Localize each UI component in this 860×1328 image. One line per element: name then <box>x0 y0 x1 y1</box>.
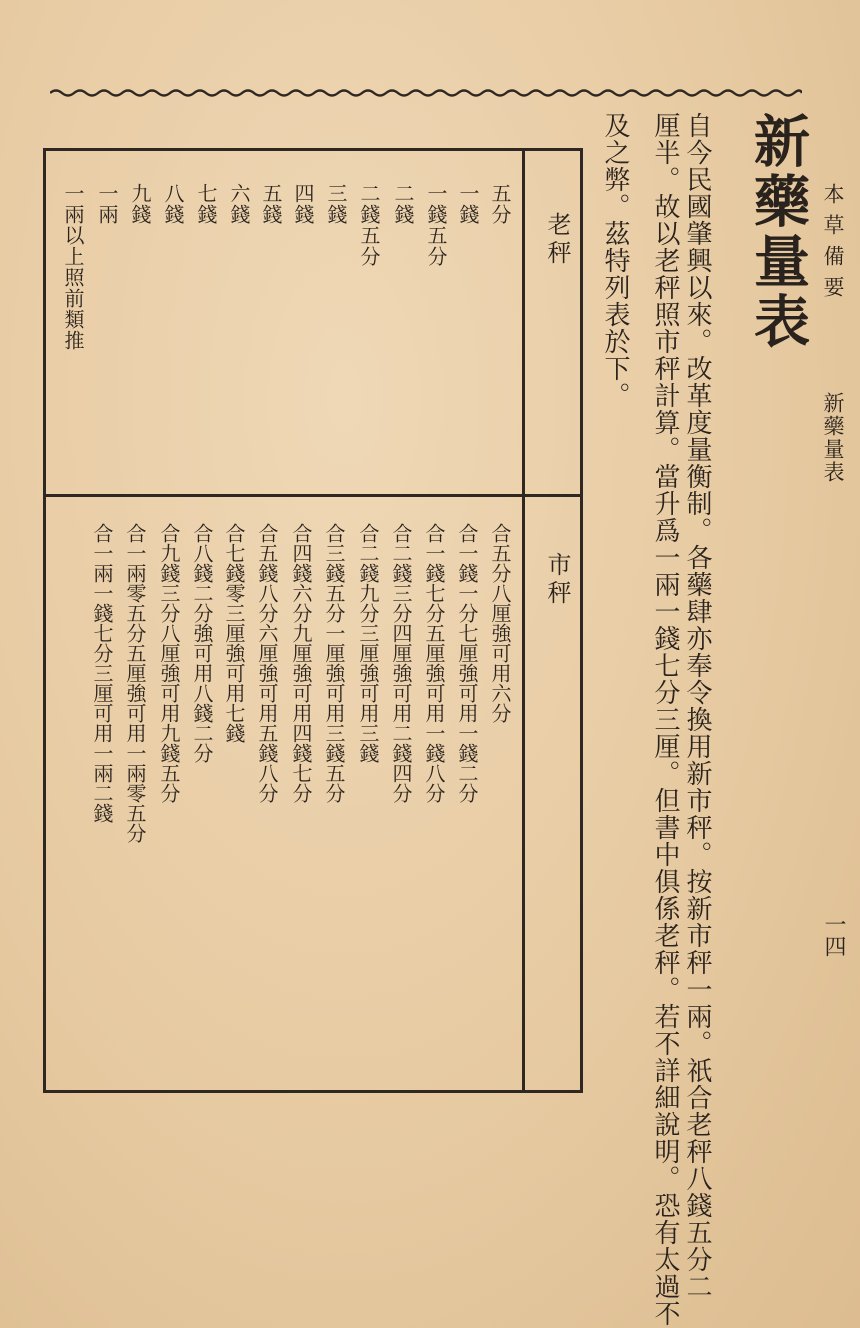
new-scale-value: 合九錢三分八厘強可用九錢五分 <box>157 523 181 803</box>
new-scale-value: 合二錢三分四厘強可用二錢四分 <box>389 523 413 803</box>
new-scale-value: 合五錢八分六厘強可用五錢八分 <box>255 523 279 803</box>
old-scale-value: 三錢 <box>324 183 348 225</box>
old-scale-value: 五分 <box>488 183 512 225</box>
new-scale-value: 合八錢二分強可用八錢二分 <box>190 523 214 763</box>
intro-text-line: 及之弊。茲特列表於下。 <box>600 112 630 409</box>
page-title: 新藥量表 <box>745 112 811 352</box>
old-scale-value: 一錢 <box>456 183 480 225</box>
old-scale-value: 五錢 <box>259 183 283 225</box>
table-header-column-rule <box>522 151 525 1090</box>
old-scale-value: 九錢 <box>128 183 152 225</box>
old-scale-value: 四錢 <box>291 183 315 225</box>
new-scale-value: 合七錢零三厘強可用七錢 <box>222 523 246 743</box>
new-scale-value: 合四錢六分九厘強可用四錢七分 <box>289 523 313 803</box>
new-scale-value: 合一兩一錢七分三厘可用一兩二錢 <box>90 523 114 823</box>
intro-text-line: 厘半。故以老秤照市秤計算。當升爲一兩一錢七分三厘。但書中俱係老秤。若不詳細說明。恐有太過不 <box>650 112 680 1327</box>
old-scale-value: 八錢 <box>161 183 185 225</box>
page-number: 一四 <box>821 913 846 957</box>
old-scale-value: 六錢 <box>227 183 251 225</box>
new-scale-value: 合一錢一分七厘強可用一錢二分 <box>455 523 479 803</box>
running-head-book-title: 本草備要 <box>821 183 845 307</box>
table-section-divider <box>46 494 580 497</box>
new-scale-value: 合三錢五分一厘強可用三錢五分 <box>322 523 346 803</box>
intro-text-line: 自今民國肇興以來。改革度量衡制。各藥肆亦奉令換用新市秤。按新市秤一兩。祇合老秤八錢五分二 <box>682 112 712 1300</box>
new-scale-value: 合五分八厘強可用六分 <box>488 523 512 723</box>
running-head-section-title: 新藥量表 <box>821 392 845 484</box>
decorative-top-rule <box>50 88 802 98</box>
old-scale-value: 一兩 <box>95 183 119 225</box>
old-scale-value: 二錢五分 <box>357 183 381 267</box>
old-scale-value: 七錢 <box>194 183 218 225</box>
new-scale-header: 市秤 <box>543 552 571 608</box>
old-scale-value: 一兩以上照前類推 <box>61 183 85 351</box>
old-scale-value: 二錢 <box>391 183 415 225</box>
new-scale-value: 合一兩零五分五厘強可用一兩零五分 <box>123 523 147 843</box>
old-scale-value: 一錢五分 <box>424 183 448 267</box>
old-scale-header: 老秤 <box>543 212 571 268</box>
new-scale-value: 合一錢七分五厘強可用一錢八分 <box>422 523 446 803</box>
new-scale-value: 合二錢九分三厘強可用三錢 <box>356 523 380 763</box>
